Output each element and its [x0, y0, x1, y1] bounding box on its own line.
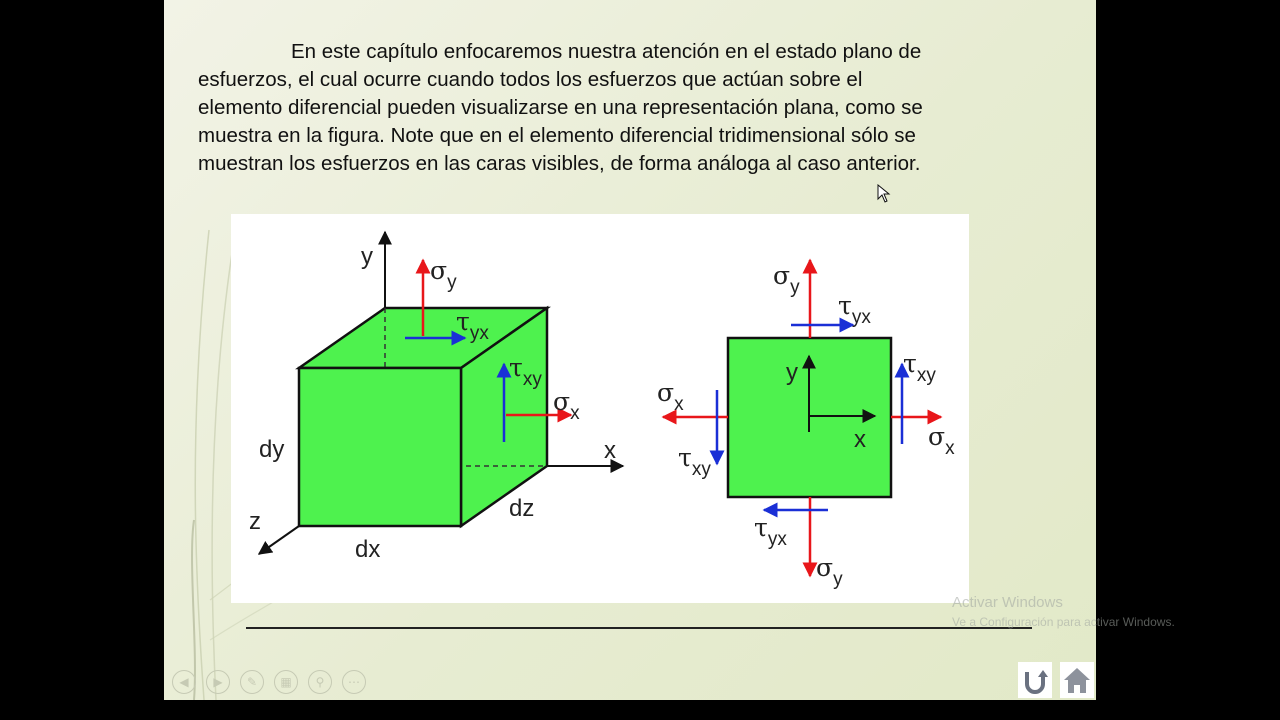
plane-tau-yx-top-label: τyx: [838, 291, 871, 328]
plane-y-axis-label: y: [786, 359, 798, 386]
activation-watermark: [952, 594, 1175, 629]
back-icon[interactable]: ◀: [172, 670, 196, 694]
more-icon[interactable]: ⋯: [342, 670, 366, 694]
undo-icon: [1018, 662, 1052, 698]
cube-z-axis-label: z: [249, 508, 261, 535]
watermark-subtitle: Ve a Configuración para activar Windows.: [952, 615, 1175, 629]
slides-icon[interactable]: ▦: [274, 670, 298, 694]
watermark-title: Activar Windows: [952, 594, 1063, 611]
paragraph-line: elemento diferencial pueden visualizarse en una representación plana, como se: [198, 96, 923, 119]
plane-sigma-y-top-label: σy: [773, 261, 800, 298]
home-button[interactable]: [1060, 662, 1094, 698]
paragraph-line: En este capítulo enfocaremos nuestra atención en el estado plano de: [291, 40, 922, 63]
forward-icon[interactable]: ▶: [206, 670, 230, 694]
plane-tau-xy-left-label: τxy: [678, 443, 711, 480]
cube-tau-xy-label: τxy: [509, 353, 542, 390]
cube-sigma-y-label: σy: [430, 256, 457, 293]
cube-y-axis-label: y: [361, 243, 373, 270]
intro-paragraph: [198, 38, 1046, 178]
plane-tau-yx-bottom-label: τyx: [754, 513, 787, 550]
home-icon: [1060, 662, 1094, 698]
stress-figure: [231, 214, 969, 603]
z-axis-arrow: [259, 526, 299, 554]
cube-front-face: [299, 368, 461, 526]
plane-sigma-x-right-label: σx: [928, 422, 955, 459]
cube-dy-label: dy: [259, 436, 285, 463]
cube-element: [249, 232, 623, 563]
plane-sigma-x-left-label: σx: [657, 378, 684, 415]
cube-dx-label: dx: [355, 536, 381, 563]
plane-element: [657, 260, 955, 590]
paragraph-line: muestra en la figura. Note que en el elemento diferencial tridimensional sólo se: [198, 124, 916, 147]
plane-sigma-y-bottom-label: σy: [816, 553, 843, 590]
cube-tau-yx-label: τyx: [456, 307, 489, 344]
cube-dz-label: dz: [509, 495, 535, 522]
cube-x-axis-label: x: [604, 437, 616, 464]
plane-tau-xy-right-label: τxy: [903, 349, 936, 386]
stress-diagram: [231, 214, 969, 603]
plane-x-axis-label: x: [854, 426, 866, 453]
zoom-icon[interactable]: ⚲: [308, 670, 332, 694]
footer-rule: [246, 627, 1032, 629]
pen-icon[interactable]: ✎: [240, 670, 264, 694]
paragraph-line: muestran los esfuerzos en las caras visibles, de forma análoga al caso anterior.: [198, 152, 921, 175]
undo-button[interactable]: [1018, 662, 1052, 698]
cube-sigma-x-label: σx: [553, 387, 580, 424]
mouse-cursor-icon: [877, 184, 891, 204]
paragraph-line: esfuerzos, el cual ocurre cuando todos los esfuerzos que actúan sobre el: [198, 68, 863, 91]
